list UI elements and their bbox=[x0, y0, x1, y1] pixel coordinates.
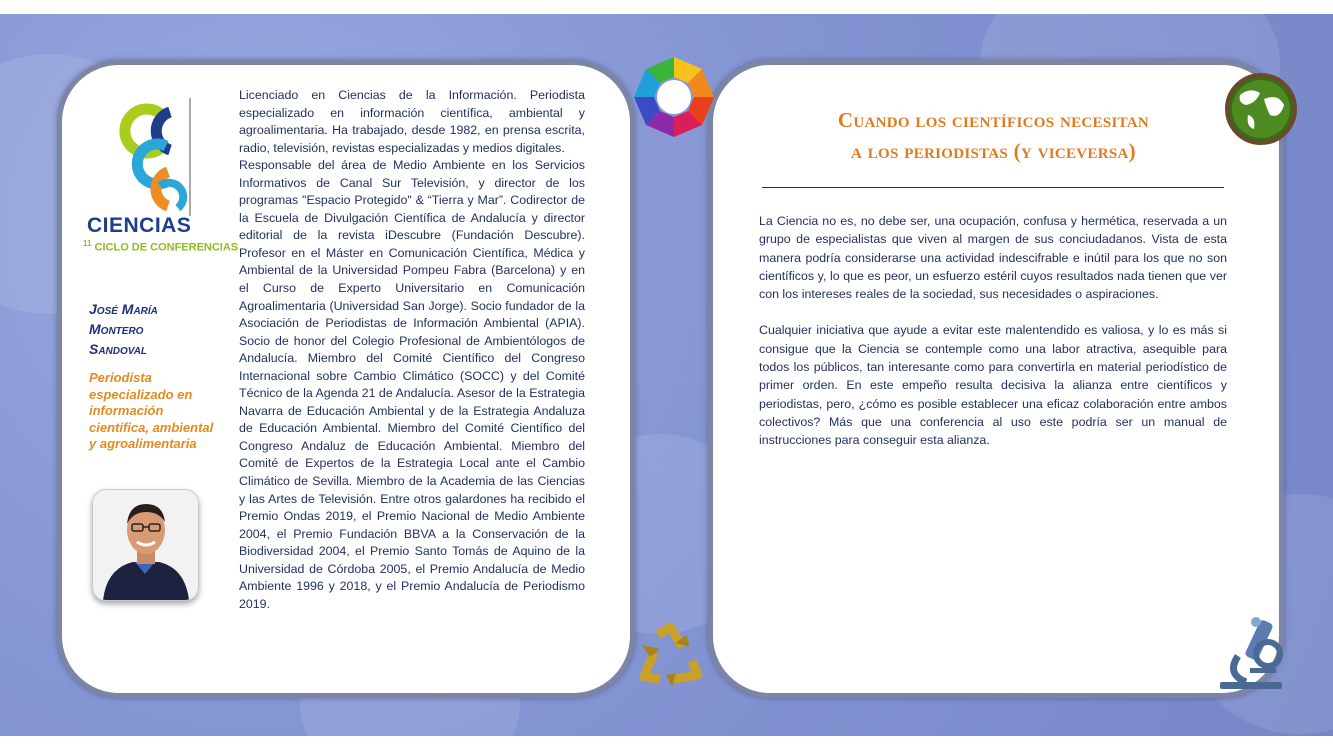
color-wheel-icon bbox=[632, 55, 716, 139]
logo-subtitle bbox=[83, 239, 238, 254]
globe-icon bbox=[1224, 73, 1298, 145]
edition-number: 11 bbox=[83, 239, 92, 248]
title-divider bbox=[762, 187, 1224, 188]
logo-title: CIENCIAS bbox=[87, 214, 192, 237]
talk-abstract bbox=[759, 212, 1227, 468]
speaker-name-line: Sandoval bbox=[89, 341, 148, 357]
cycle-label: CICLO DE CONFERENCIAS bbox=[94, 241, 239, 254]
abstract-paragraph: La Ciencia no es, no debe ser, una ocupación, confusa y hermética, reservada a un grupo de especialistas que viven al margen de sus conciudadanos. Vista de esta manera podría considerarse una actividad indescifrable e inútil para los que no son científicos y, lo que es peor, un esfuerzo estéril cuyos resultados nada tienen que ver con los intereses reales de la sociedad, sus necesidades o aspiraciones. bbox=[759, 214, 1227, 302]
speaker-photo bbox=[92, 489, 199, 601]
microscope-icon bbox=[1216, 612, 1292, 692]
ciencias-logo-icon bbox=[108, 98, 192, 218]
talk-title-line: Cuando los científicos necesitan bbox=[837, 108, 1150, 132]
talk-title-line: a los periodistas (y viceversa) bbox=[851, 139, 1136, 163]
talk-title bbox=[740, 105, 1247, 167]
speaker-bio bbox=[239, 87, 585, 613]
recycle-icon bbox=[632, 621, 708, 693]
bio-paragraph: Responsable del área de Medio Ambiente en los Servicios Informativos de Canal Sur Televisión, y director de los programas "Espacio Protegido" & “Tierra y Mar”. Codirector de la Escuela de Divulgación Científica de Andalucía y director editorial de la revista iDescubre (Fundación Descubre). Profesor en el Máster en Comunicación Científica, Médica y Ambiental de la Universidad Pompeu Fabra (Barcelona) y en el Curso de Experto Universitario en Comunicación Agroalimentaria (Universidad San Jorge). Socio fundador de la Asociación de Periodistas de Información Ambiental (APIA). Socio de honor del Colegio Profesional de Ambientólogos de Andalucía. Miembro del Comité Científico del Congreso Internacional sobre Cambio Climático (SOCC) y del Comité Técnico de la Agenda 21 de Andalucía. Asesor de la Estrategia Navarra de Educación Ambiental y de la Estrategia Andaluza de Educación Ambiental. Miembro del Comité Científico del Congreso Andaluz de Educación Ambiental. Miembro del Comité de Expertos de la Estrategia Local ante el Cambio Climático de Sevilla. Miembro de la Academia de las Ciencias y las Artes de Televisión. Entre otros galardones ha recibido el Premio Ondas 2019, el Premio Nacional de Medio Ambiente 2004, el Premio Fundación BBVA a la Conservación de la Biodiversidad 2004, el Premio Santo Tomás de Aquino de la Universidad de Córdoba 2005, el Premio Andalucía de Medio Ambiente 1996 y 2018, y el Premio Andalucía de Periodismo 2019. bbox=[239, 158, 585, 611]
speaker-name bbox=[89, 299, 219, 359]
speaker-name-line: Montero bbox=[89, 321, 144, 337]
speaker-name-line: José María bbox=[89, 301, 158, 317]
speaker-role: Periodista especializado en información científica, ambiental y agroalimentaria bbox=[89, 370, 214, 451]
abstract-paragraph: Cualquier iniciativa que ayude a evitar este malentendido es valiosa, y lo es más si consigue que la Ciencia se contemple como una labor atractiva, asequible para todos los públicos, tan interesante como para convertirla en material periodístico de primer orden. En este empeño resulta decisiva la alianza entre científicos y periodistas, pero, ¿cómo es posible establecer una eficaz colaboración entre ambos colectivos? Más que una conferencia al uso este podría ser un manual de instrucciones para conseguir esta alianza. bbox=[759, 323, 1227, 448]
bio-paragraph: Licenciado en Ciencias de la Información. Periodista especializado en información científica, ambiental y agroalimentaria. Ha trabajado, desde 1982, en prensa escrita, radio, televisión, revistas especializadas y medios digitales. bbox=[239, 88, 585, 155]
